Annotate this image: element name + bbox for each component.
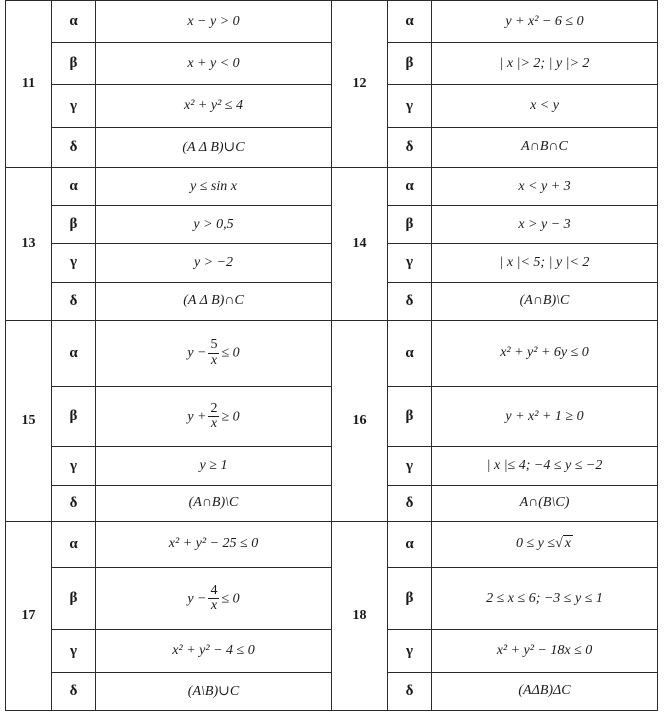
set-definition-alpha: x − y > 0: [96, 1, 332, 43]
set-label-gamma: γ: [52, 630, 96, 672]
set-definition-beta: [96, 568, 332, 630]
set-definition-alpha: x < y + 3: [432, 167, 658, 205]
fraction: [208, 402, 219, 432]
set-label-delta: δ: [388, 672, 432, 710]
set-definition-beta: y + x² + 1 ≥ 0: [432, 387, 658, 447]
set-label-beta: β: [388, 387, 432, 447]
fraction-numerator: 4: [210, 582, 218, 598]
set-label-delta: δ: [52, 672, 96, 710]
set-label-delta: δ: [388, 485, 432, 521]
expression-prefix: y +: [187, 408, 207, 424]
set-label-gamma: γ: [388, 85, 432, 127]
fraction: [208, 584, 219, 614]
set-definition-delta: (A\B)∪C: [96, 672, 332, 710]
set-label-delta: δ: [52, 485, 96, 521]
square-root: [555, 536, 573, 552]
variant-number: 13: [6, 167, 52, 320]
variant-number: 15: [6, 320, 52, 521]
set-label-alpha: α: [52, 320, 96, 386]
expression-suffix: ≥ 0: [221, 408, 240, 424]
variant-number: 16: [332, 320, 388, 521]
set-definition-gamma: x < y: [432, 85, 658, 127]
set-label-gamma: γ: [52, 244, 96, 282]
variant-number: 14: [332, 167, 388, 320]
set-definition-beta: 2 ≤ x ≤ 6; −3 ≤ y ≤ 1: [432, 568, 658, 630]
set-definition-delta: (AΔB)ΔC: [432, 672, 658, 710]
variant-number: 11: [6, 1, 52, 168]
expression-suffix: ≤ 0: [221, 345, 240, 361]
fraction-denominator: x: [210, 352, 218, 368]
set-definition-delta: A∩(B\C): [432, 485, 658, 521]
set-definition-delta: (A∩B)\C: [96, 485, 332, 521]
set-label-alpha: α: [388, 521, 432, 567]
set-definition-gamma: | x |< 5; | y |< 2: [432, 244, 658, 282]
set-label-delta: δ: [388, 282, 432, 320]
expression-prefix: y −: [187, 345, 207, 361]
set-label-alpha: α: [52, 167, 96, 205]
set-definition-gamma: | x |≤ 4; −4 ≤ y ≤ −2: [432, 447, 658, 485]
set-definition-delta: (A Δ B)∪C: [96, 127, 332, 167]
set-definition-beta: x + y < 0: [96, 43, 332, 85]
set-label-alpha: α: [388, 1, 432, 43]
table-row: [6, 521, 658, 567]
set-label-beta: β: [388, 206, 432, 244]
table-row: [6, 1, 658, 43]
set-definition-gamma: x² + y² − 18x ≤ 0: [432, 630, 658, 672]
fraction-numerator: 5: [210, 337, 218, 353]
radical-sign-icon: √: [555, 536, 563, 552]
set-definition-beta: y > 0,5: [96, 206, 332, 244]
set-label-gamma: γ: [52, 85, 96, 127]
set-label-gamma: γ: [388, 630, 432, 672]
expression-suffix: ≤ 0: [221, 590, 240, 606]
set-label-alpha: α: [388, 167, 432, 205]
set-definition-beta: x > y − 3: [432, 206, 658, 244]
set-definition-alpha: y ≤ sin x: [96, 167, 332, 205]
fraction: [208, 338, 219, 368]
set-definition-beta: [96, 387, 332, 447]
radicand: x: [564, 536, 571, 552]
set-label-gamma: γ: [388, 447, 432, 485]
fraction-denominator: x: [210, 598, 218, 614]
set-label-beta: β: [388, 43, 432, 85]
table-row: [6, 320, 658, 386]
set-label-gamma: γ: [388, 244, 432, 282]
variant-number: 17: [6, 521, 52, 710]
set-label-beta: β: [52, 43, 96, 85]
variant-number: 12: [332, 1, 388, 168]
variants-table: [5, 0, 658, 711]
set-label-gamma: γ: [52, 447, 96, 485]
set-definition-delta: (A Δ B)∩C: [96, 282, 332, 320]
table-row: [6, 167, 658, 205]
set-definition-alpha: x² + y² − 25 ≤ 0: [96, 521, 332, 567]
expression-prefix: y −: [187, 590, 207, 606]
set-definition-alpha: [432, 521, 658, 567]
set-label-beta: β: [52, 387, 96, 447]
set-label-delta: δ: [388, 127, 432, 167]
set-label-beta: β: [388, 568, 432, 630]
set-definition-delta: A∩B∩C: [432, 127, 658, 167]
expression-prefix: 0 ≤ y ≤: [516, 536, 556, 552]
set-definition-gamma: x² + y² ≤ 4: [96, 85, 332, 127]
set-definition-gamma: y > −2: [96, 244, 332, 282]
set-definition-gamma: y ≥ 1: [96, 447, 332, 485]
set-label-beta: β: [52, 568, 96, 630]
set-definition-alpha: x² + y² + 6y ≤ 0: [432, 320, 658, 386]
variant-number: 18: [332, 521, 388, 710]
set-label-delta: δ: [52, 127, 96, 167]
set-label-delta: δ: [52, 282, 96, 320]
set-definition-alpha: [96, 320, 332, 386]
set-definition-gamma: x² + y² − 4 ≤ 0: [96, 630, 332, 672]
fraction-numerator: 2: [210, 400, 218, 416]
set-label-alpha: α: [388, 320, 432, 386]
set-label-alpha: α: [52, 521, 96, 567]
set-definition-delta: (A∩B)\C: [432, 282, 658, 320]
fraction-denominator: x: [210, 416, 218, 432]
set-definition-beta: | x |> 2; | y |> 2: [432, 43, 658, 85]
set-definition-alpha: y + x² − 6 ≤ 0: [432, 1, 658, 43]
set-label-alpha: α: [52, 1, 96, 43]
set-label-beta: β: [52, 206, 96, 244]
